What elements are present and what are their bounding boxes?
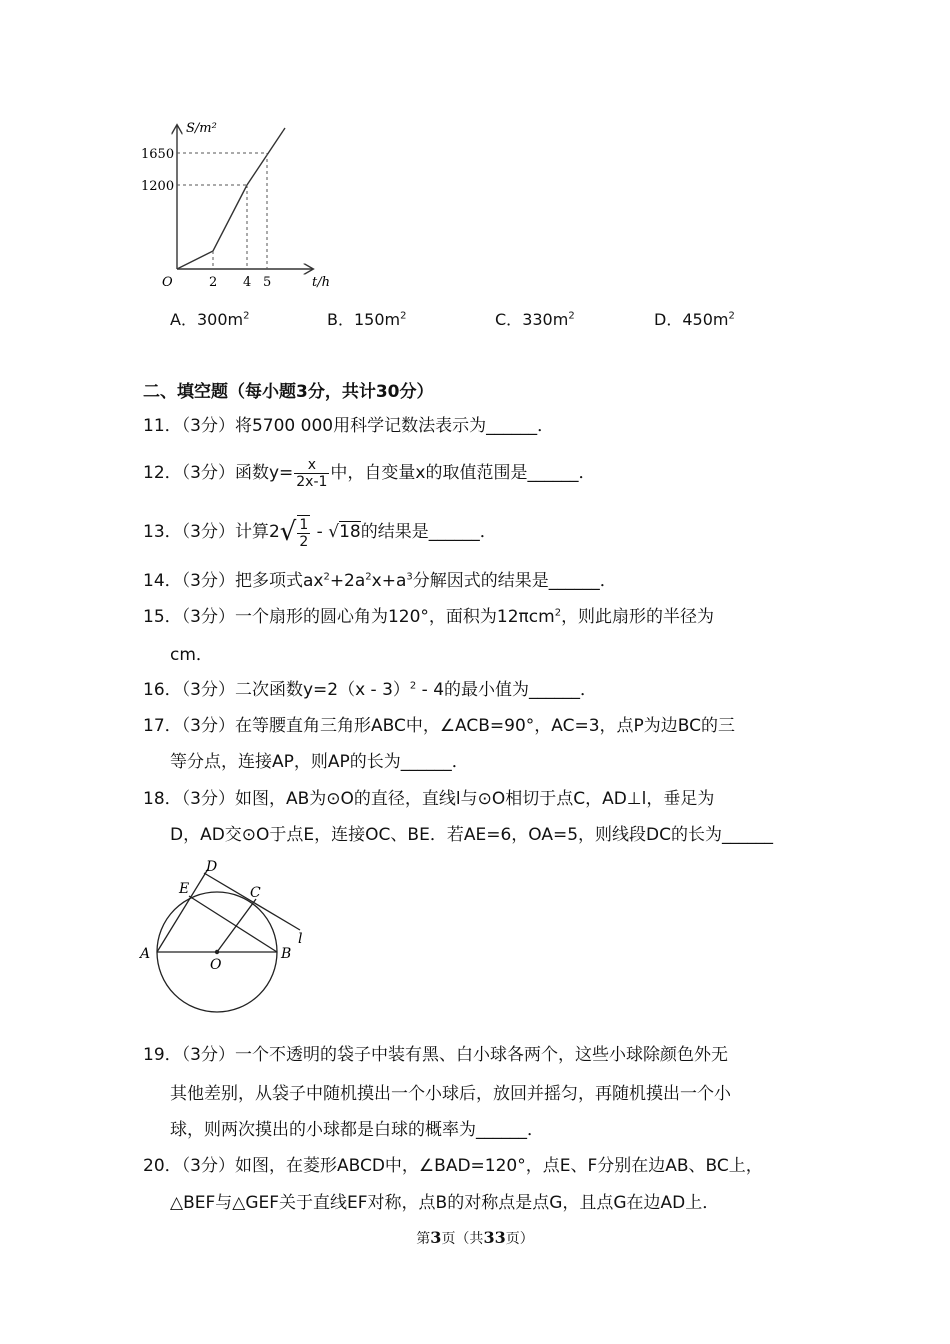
radical-18: √18 <box>328 522 361 542</box>
label-o: O <box>210 957 222 973</box>
fraction: $\frac{x}{2x-1}$ <box>296 456 328 490</box>
x-tick-2: 2 <box>209 275 218 290</box>
segment-be <box>189 896 277 952</box>
graph-line <box>177 131 283 269</box>
x-tick-5: 5 <box>263 275 272 290</box>
area-time-graph <box>130 118 350 298</box>
y-tick-1650: 1650 <box>141 147 175 162</box>
graph-line-extension <box>283 128 285 131</box>
question-13: 13．（3分）计算2√ $\frac{1}{2}$ - √18的结果是______． <box>143 512 497 552</box>
section-title: 二、填空题（每小题3分，共计30分） <box>143 382 434 402</box>
center-dot <box>215 950 219 954</box>
question-17-cont: 等分点，连接AP，则AP的长为______． <box>170 752 469 772</box>
question-19: 19．（3分）一个不透明的袋子中装有黑、白小球各两个，这些小球除颜色外无 <box>143 1045 728 1065</box>
radical-half: √ $\frac{1}{2}$ <box>279 516 309 550</box>
question-15-cont: cm． <box>170 645 213 665</box>
question-18: 18．（3分）如图，AB为⊙O的直径，直线l与⊙O相切于点C，AD⊥l，垂足为 <box>143 789 715 809</box>
question-20-cont: △BEF与△GEF关于直线EF对称，点B的对称点是点G，且点G在边AD上． <box>170 1193 720 1213</box>
question-16: 16．（3分）二次函数y=2（x - 3）$^2$ - 4的最小值为______． <box>143 680 598 700</box>
option-b: B．$150m^2$ <box>327 310 407 329</box>
x-axis-label: t/h <box>312 275 330 290</box>
label-b: B <box>281 946 292 962</box>
origin-label: O <box>162 275 173 290</box>
x-tick-4: 4 <box>243 275 252 290</box>
question-18-cont: D，AD交⊙O于点E，连接OC、BE．若AE=6，OA=5，则线段DC的长为______ <box>170 825 773 845</box>
question-19-cont-2: 球，则两次摸出的小球都是白球的概率为______． <box>170 1120 544 1140</box>
option-d: D．$450m^2$ <box>654 310 735 329</box>
circle-tangent-figure <box>136 855 326 1015</box>
guide-lines <box>177 153 267 269</box>
label-d: D <box>206 859 218 875</box>
tangent-line-l <box>204 873 300 930</box>
option-c: C．$330m^2$ <box>495 310 575 329</box>
question-19-cont-1: 其他差别，从袋子中随机摸出一个小球后，放回并摇匀，再随机摸出一个小 <box>170 1084 731 1104</box>
label-c: C <box>250 885 261 901</box>
y-tick-1200: 1200 <box>141 179 175 194</box>
question-15: 15．（3分）一个扇形的圆心角为120°，面积为12πcm$^2$，则此扇形的半径为 <box>143 607 715 627</box>
label-a: A <box>140 946 151 962</box>
page-footer: 第3页（共33页） <box>416 1228 534 1247</box>
y-axis-label: S/m² <box>186 121 217 136</box>
label-e: E <box>179 881 190 897</box>
label-l: l <box>298 931 303 947</box>
question-17: 17．（3分）在等腰直角三角形ABC中，∠ACB=90°，AC=3，点P为边BC的三 <box>143 716 736 736</box>
question-11: 11．（3分）将5700 000用科学记数法表示为______． <box>143 416 555 436</box>
question-12: 12．（3分）函数y= $\frac{x}{2x-1}$ 中，自变量x的取值范围是______． <box>143 456 596 490</box>
question-20: 20．（3分）如图，在菱形ABCD中，∠BAD=120°，点E、F分别在边AB、BC上， <box>143 1156 763 1176</box>
option-a: A．$300m^2$ <box>170 310 250 329</box>
question-14: 14．（3分）把多项式$ax^2+2a^2x+a^3$分解因式的结果是______． <box>143 571 617 591</box>
